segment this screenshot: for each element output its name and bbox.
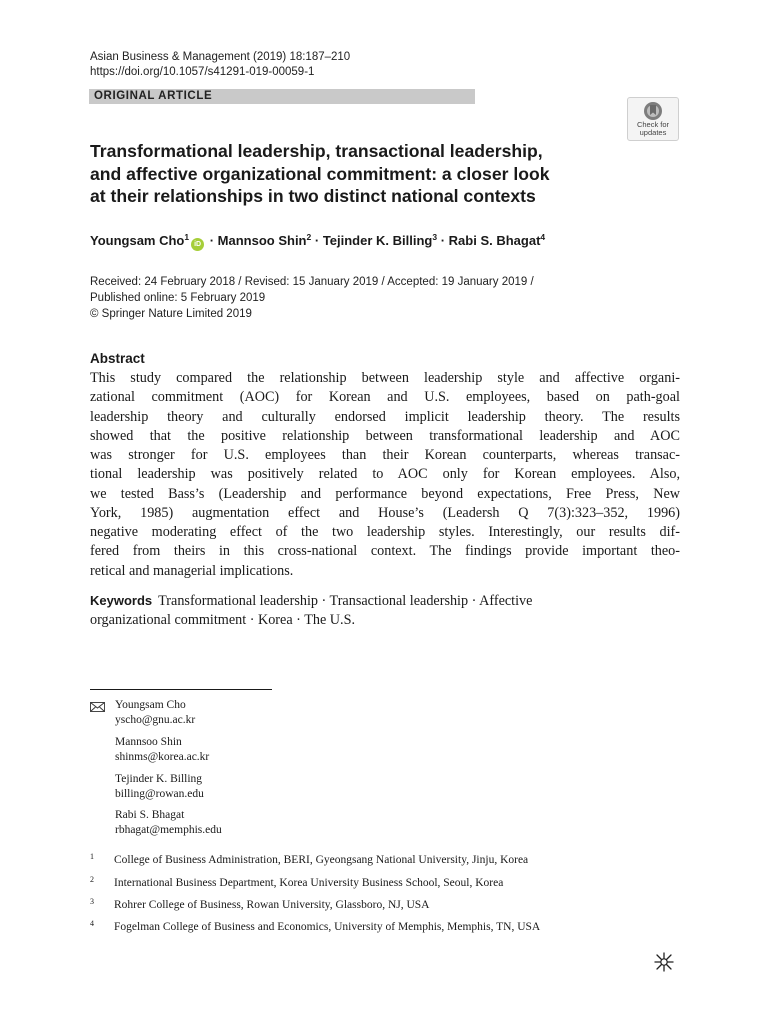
footnote-rule	[90, 689, 272, 690]
orcid-icon[interactable]: iD	[191, 238, 204, 251]
contact-email[interactable]: yscho@gnu.ac.kr	[115, 713, 196, 726]
affiliation-number: 2	[90, 875, 94, 884]
contact-name: Youngsam Cho	[115, 699, 186, 711]
affiliation-number: 4	[90, 919, 94, 928]
affiliation-text: Rohrer College of Business, Rowan University, Glassboro, NJ, USA	[114, 899, 430, 911]
contact-email[interactable]: rbhagat@memphis.edu	[115, 823, 222, 836]
author-name[interactable]: Mannsoo Shin	[217, 233, 307, 248]
abstract-line: leadership theory and culturally endorsed implicit leadership theory. The results	[90, 408, 680, 425]
bookmark-ribbon-icon	[643, 101, 663, 121]
author-list	[90, 231, 545, 251]
author-separator: ·	[206, 233, 218, 248]
author-name[interactable]: Youngsam Cho	[90, 233, 185, 248]
abstract-line: was stronger for U.S. employees than their Korean counterparts, whereas transac-	[90, 447, 680, 463]
contact-name: Tejinder K. Billing	[115, 773, 203, 785]
author-name[interactable]: Tejinder K. Billing	[322, 233, 433, 248]
abstract-line: fered from theirs in this cross-national context. The findings provide important theo-	[90, 543, 680, 560]
author-affil-marker: 4	[540, 232, 546, 242]
check-label-1: Check for	[636, 120, 670, 129]
abstract-line: negative moderating effect of the two leadership styles. Interestingly, our results dif-	[90, 524, 680, 540]
journal-citation: Asian Business & Management (2019) 18:187–210	[90, 51, 351, 63]
contact-name: Rabi S. Bhagat	[115, 809, 185, 821]
abstract-line: tional leadership was positively related to AOC only for Korean employees. Also,	[90, 466, 680, 483]
abstract-body	[90, 369, 680, 581]
title-line-1: Transformational leadership, transactional leadership,	[90, 141, 543, 161]
abstract-line: showed that the positive relationship between transformational leadership and AOC	[90, 427, 680, 444]
article-type-bar	[89, 89, 475, 104]
author-affil-marker: 1	[184, 232, 190, 242]
author-separator: ·	[311, 233, 323, 248]
springer-horse-icon	[651, 950, 677, 974]
envelope-icon	[90, 702, 105, 712]
keywords-label: Keywords	[90, 593, 153, 608]
abstract-line: York, 1985) augmentation effect and House’s (Leadersh Q 7(3):323–352, 1996)	[90, 504, 680, 521]
doi-link[interactable]: https://doi.org/10.1057/s41291-019-00059-1	[90, 66, 315, 78]
affiliation-number: 3	[90, 897, 94, 906]
abstract-line: retical and managerial implications.	[90, 562, 294, 579]
contact-name: Mannsoo Shin	[115, 736, 182, 748]
publication-dates	[90, 274, 534, 322]
affiliation-number: 1	[90, 852, 94, 861]
author-separator: ·	[437, 233, 449, 248]
article-title	[90, 140, 650, 208]
keywords-line-2: organizational commitment · Korea · The U.S.	[90, 612, 356, 628]
contact-email[interactable]: shinms@korea.ac.kr	[115, 750, 210, 763]
author-affil-marker: 2	[306, 232, 312, 242]
affiliation-text: College of Business Administration, BERI, Gyeongsang National University, Jinju, Korea	[114, 854, 529, 866]
contact-entry	[115, 735, 209, 764]
affiliation-text: Fogelman College of Business and Economics, University of Memphis, Memphis, TN, USA	[114, 921, 541, 933]
copyright-line: © Springer Nature Limited 2019	[90, 308, 252, 320]
contact-entry	[115, 698, 195, 727]
article-type-label: ORIGINAL ARTICLE	[94, 90, 213, 102]
title-line-3: at their relationships in two distinct national contexts	[90, 186, 536, 206]
check-label-2: updates	[639, 128, 667, 137]
check-for-updates-badge[interactable]	[627, 97, 679, 141]
author-affil-marker: 3	[432, 232, 438, 242]
title-line-2: and affective organizational commitment: a closer look	[90, 163, 550, 184]
abstract-heading: Abstract	[90, 351, 145, 366]
abstract-line: zational commitment (AOC) for Korean and U.S. employees, based on path-goal	[90, 389, 680, 406]
contact-entry	[115, 772, 204, 801]
keywords-line-1: Transformational leadership · Transactional leadership · Affective	[158, 593, 533, 609]
dates-line-2: Published online: 5 February 2019	[90, 292, 266, 304]
contact-entry	[115, 808, 222, 837]
abstract-line: we tested Bass’s (Leadership and performance beyond expectations, Free Press, New	[90, 485, 680, 502]
contact-email[interactable]: billing@rowan.edu	[115, 787, 204, 800]
affiliation-text: International Business Department, Korea University Business School, Seoul, Korea	[114, 877, 504, 889]
keywords-block	[90, 591, 680, 630]
author-name[interactable]: Rabi S. Bhagat	[448, 233, 541, 248]
abstract-line: This study compared the relationship between leadership style and affective organi-	[90, 370, 680, 386]
dates-line-1: Received: 24 February 2018 / Revised: 15 January 2019 / Accepted: 19 January 2019 /	[90, 276, 534, 288]
